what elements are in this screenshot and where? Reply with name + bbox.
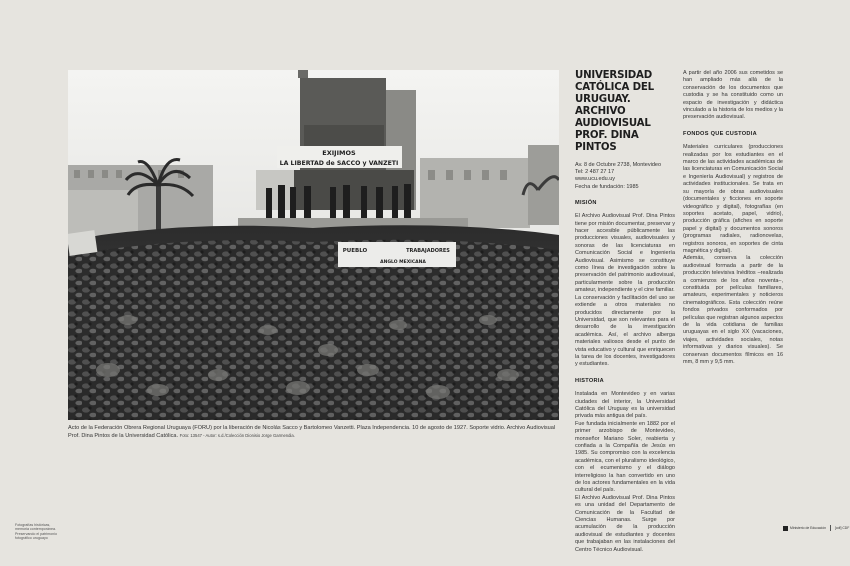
historia-paragraph-2: Fue fundada inicialmente en 1882 por el primer arzobispo de Montevideo, monseñor Mariano Soler, reabierta y confiada a la Compañía de Jesús en 1985. Su compromiso con la excelencia académica, con el pluralismo ideológico, con el ecumenismo y el diálogo interreligioso la han convertido en uno de los actores fundamentales en la vida cultural del país. (575, 420, 675, 494)
mision-paragraph-1: El Archivo Audiovisual Prof. Dina Pintos tiene por misión documentar, preservar y hacer accesible públicamente las producciones visuales, audiovisuales y sonoras de las licenciaturas en Comunicación Social e Ingeniería Audiovisual. Asimismo se constituye como línea de investigación sobre la preservación del patrimonio audiovisual, particularmente sobre la producción amateur, independiente y el cine familiar. (575, 213, 675, 294)
institution-address: Av. 8 de Octubre 2738, Montevideo (575, 162, 662, 168)
section-fondos (683, 131, 783, 367)
heading-historia: HISTORIA (575, 377, 605, 384)
heading-fondos: FONDOS QUE CUSTODIA (683, 130, 757, 137)
caption-credit: Foto: 13547 - Autor: s.d./Colección Dionisio Jorge Garmendia. (179, 433, 295, 438)
banner-top-line2: LA LIBERTAD de SACCO y VANZETI (279, 160, 399, 167)
institution-founded: Fecha de fundación: 1985 (575, 183, 639, 190)
footer-tagline (15, 523, 75, 540)
photo-caption (68, 424, 558, 440)
text-column-2 (683, 70, 783, 375)
footer-line-4: fotográfico uruguayo (15, 535, 48, 540)
section-historia (575, 378, 675, 554)
historia-paragraph-1: Instalada en Montevideo y en varias ciudades del interior, la Universidad Católica del Uruguay es la universidad privada más antigua del país. (575, 391, 675, 420)
photo-illustration (68, 70, 559, 420)
footer-line-3: Preservando el patrimonio (15, 531, 57, 536)
fondos-paragraph-2: Además, conserva la colección audiovisual formada a partir de la producción televisiva Inéditos –realizada a comienzos de los años noventa–, constituida por películas familiares, amateurs, experimentales y noticieros cinematográficos. Esta colección reúne fondos privados conformados por películas que registran algunos aspectos de la vida cotidiana de familias uruguayas en el siglo XX (vacaciones, viajes, actividades sociales, notas informativas y diarios visuales). Se conservan documentos fílmicos en 16 mm, 8 mm y 9,5 mm. (683, 255, 783, 366)
historia-paragraph-3: El Archivo Audiovisual Prof. Dina Pintos es una unidad del Departamento de Comunicación de la Facultad de Ciencias Humanas. Surge por acumulación de la producción audiovisual de estudiantes y docentes que trabajaban en las instalaciones del Centro Técnico Audiovisual. (575, 494, 675, 553)
section-historia-continued (683, 70, 783, 122)
logo-ministry-label: Ministerio de Educación (790, 526, 826, 530)
text-column-1 (575, 70, 675, 563)
mision-paragraph-2: La conservación y facilitación del uso se extiende a otros materiales no producidos directamente por la Universidad, que son relevantes para el desarrollo de la investigación académica. Así, el archivo alberga materiales valiosos desde el punto de vista educativo y cultural que enriquecen la tarea de los docentes, investigadores y estudiantes. (575, 294, 675, 368)
logo-cdf (835, 526, 849, 530)
logo-divider (830, 525, 831, 531)
institution-title: UNIVERSIDAD CATÓLICA DEL URUGUAY. ARCHIVO AUDIOVISUAL PROF. DINA PINTOS (575, 70, 654, 153)
banner-crowd-left: PUEBLO (342, 248, 368, 254)
banner-crowd-bottom: ANGLO MEXICANA (380, 260, 426, 265)
institution-phone: Tel: 2 487 27 17 (575, 169, 615, 176)
fondos-paragraph-1: Materiales curriculares (producciones realizadas por los estudiantes en el marco de las actividades académicas de las licenciaturas en Comunicación Social e Ingeniería Audiovisual) y registros de actividades institucionales. Se trata en su mayoría de obras audiovisuales (documentales y ficciones en soporte videográfico y digital), fotografías (en soportes acetato, papel, vidrio), producción gráfica (afiches en soporte papel y digital) y documentos sonoros (programas radiales, radionovelas, registros sonoros, en soportes de cinta magnética y digital). (683, 144, 783, 254)
section-mision (575, 200, 675, 369)
footer-line-1: Fotografías históricas, (15, 523, 51, 527)
logo-cdf-label: [cdf] CDF (835, 526, 850, 530)
heading-mision: MISIÓN (575, 199, 597, 206)
historia-cont-paragraph-1: A partir del año 2006 sus cometidos se han ampliado más allá de la conservación de los documentos que custodia y se ha constituido como un espacio de investigación y didáctica vinculado a la historia de los medios y la preservación audiovisual. (683, 70, 783, 121)
institution-website[interactable]: www.ucu.edu.uy (575, 176, 616, 183)
footer-line-2: memoria contemporánea. (15, 527, 56, 532)
historical-photograph (68, 70, 559, 420)
logo-ministry (783, 526, 826, 531)
banner-top-line1: EXIJIMOS (322, 149, 356, 157)
ministry-logo-icon (783, 526, 788, 531)
caption-main: Acto de la Federación Obrera Regional Uruguaya (FORU) por la liberación de Nicolás Sacco y Bartolomeo Vanzetti. Plaza Independencia. 10 de agosto de 1927. Soporte vidrio. Archivo Audiovisual Prof. Dina Pintos de la Universidad Católica. (68, 425, 556, 439)
banner-crowd-right: TRABAJADORES (406, 248, 450, 254)
institution-info (575, 162, 675, 191)
footer-logos (783, 525, 849, 531)
